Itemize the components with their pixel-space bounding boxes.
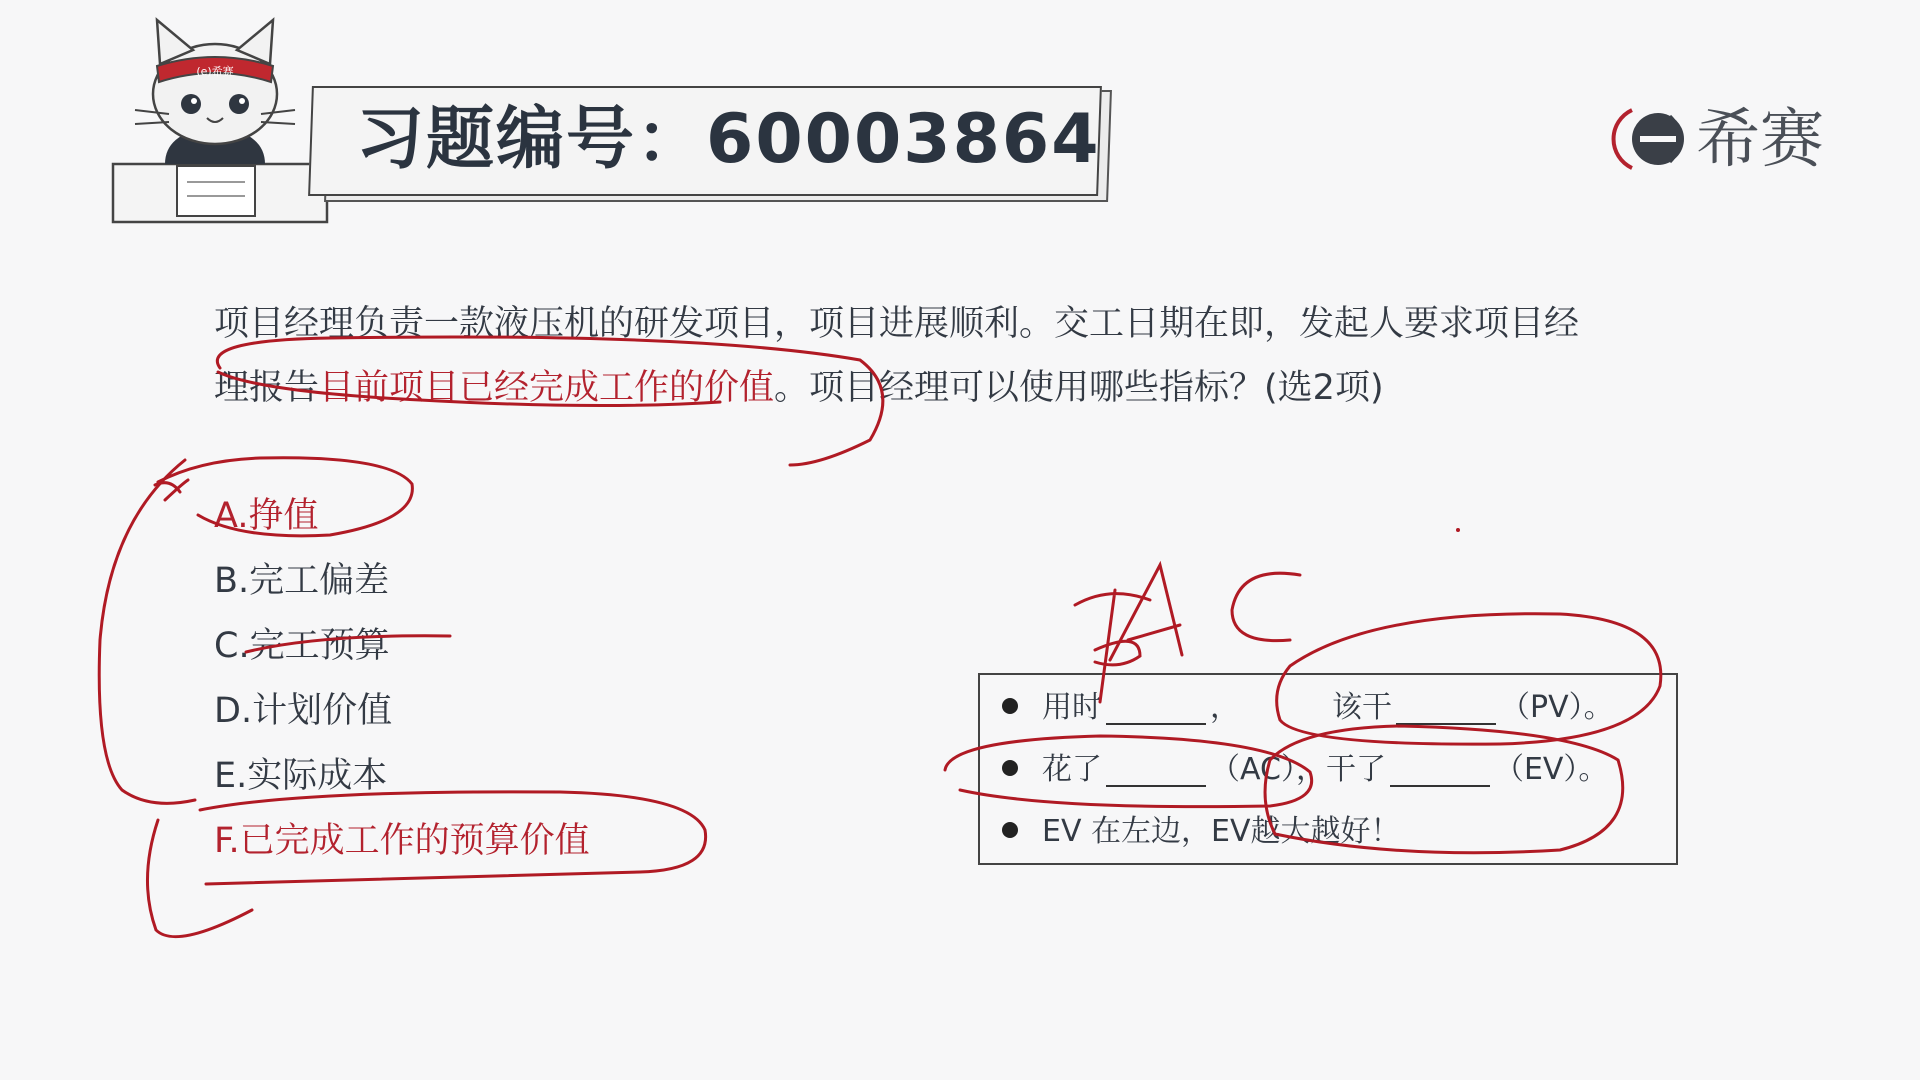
hint-text: （PV）。 bbox=[1500, 690, 1614, 725]
option-d[interactable]: D.计划价值 bbox=[214, 691, 393, 731]
hint-box bbox=[978, 673, 1678, 865]
hint-text: （AC）， bbox=[1210, 752, 1326, 787]
hint-text: 用时 bbox=[1042, 690, 1102, 725]
bullet-icon bbox=[1002, 760, 1018, 776]
question-line-2-prefix: 理报告 bbox=[214, 368, 320, 408]
hint-row-ev-rule bbox=[1002, 801, 1401, 863]
fill-blank bbox=[1106, 693, 1206, 725]
option-b[interactable]: B.完工偏差 bbox=[214, 561, 390, 601]
question-stem bbox=[214, 292, 1634, 420]
fill-blank bbox=[1106, 755, 1206, 787]
question-line-2-suffix: 。项目经理可以使用哪些指标？(选2项) bbox=[774, 368, 1384, 408]
bullet-icon bbox=[1002, 698, 1018, 714]
fill-blank bbox=[1390, 755, 1490, 787]
brand-logo bbox=[1606, 100, 1856, 180]
option-a[interactable]: A.挣值 bbox=[214, 496, 319, 536]
hint-text: （EV）。 bbox=[1493, 752, 1609, 787]
fill-blank bbox=[1396, 693, 1496, 725]
hint-text: EV 在左边，EV越大越好！ bbox=[1042, 814, 1401, 849]
option-f[interactable]: F.已完成工作的预算价值 bbox=[214, 821, 590, 861]
bullet-icon bbox=[1002, 822, 1018, 838]
hint-row-ac-ev bbox=[1002, 739, 1608, 801]
logo-text: 希赛 bbox=[1696, 103, 1824, 177]
hint-row-pv bbox=[1002, 677, 1614, 739]
hint-text: ， bbox=[1210, 690, 1240, 725]
question-line-1: 项目经理负责一款液压机的研发项目，项目进展顺利。交工日期在即，发起人要求项目经 bbox=[214, 304, 1580, 344]
logo-e-icon bbox=[1606, 104, 1696, 174]
cat-mascot bbox=[105, 14, 335, 224]
question-line-2 bbox=[214, 356, 1634, 420]
hint-text: 该干 bbox=[1332, 690, 1392, 725]
ink-bracket-left bbox=[99, 460, 195, 803]
ink-letter-a bbox=[1110, 565, 1182, 660]
option-c[interactable]: C.完工预算 bbox=[214, 626, 390, 666]
ink-label-bac: BAC bbox=[1232, 640, 1235, 641]
answer-options bbox=[214, 484, 590, 874]
hint-text: 花了 bbox=[1042, 752, 1102, 787]
ink-letter-c bbox=[1232, 573, 1300, 640]
hint-text: 干了 bbox=[1325, 752, 1386, 787]
headband-text: (e)希赛 bbox=[196, 65, 234, 78]
exercise-number-title: 习题编号：60003864 bbox=[356, 100, 1101, 179]
option-e[interactable]: E.实际成本 bbox=[214, 756, 388, 796]
question-highlight: 目前项目已经完成工作的价值 bbox=[319, 368, 775, 408]
ink-mark-a bbox=[155, 480, 188, 500]
